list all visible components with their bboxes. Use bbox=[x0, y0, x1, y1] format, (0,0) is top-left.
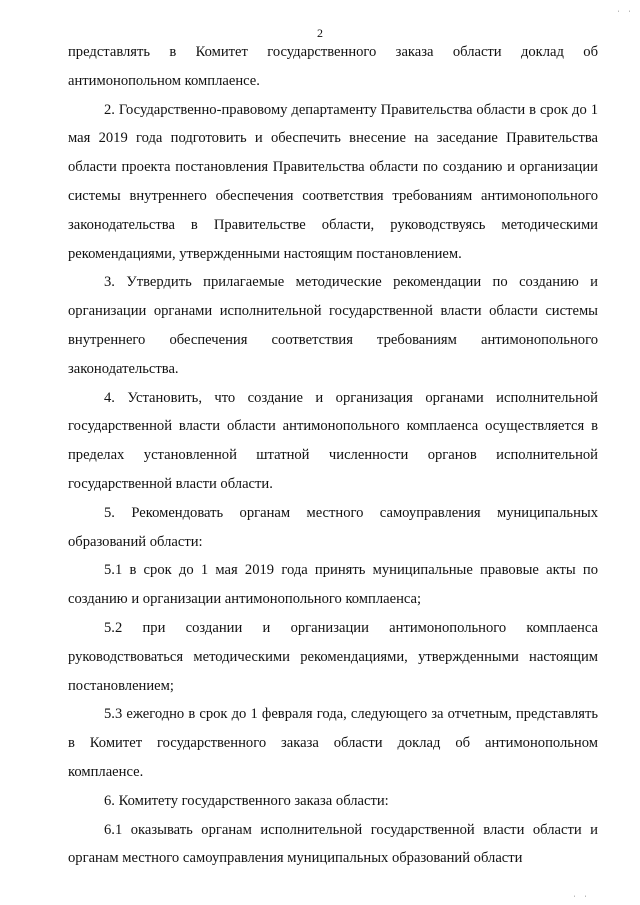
paragraph-2: 2. Государственно-правовому департаменту Правительства области в срок до 1 мая 2019 года подготовить и обеспечить внесение на заседание Правительства области проекта постановления Правительства области по созданию и организации системы внутреннего обеспечения соответствия требованиям антимонопольного законодательства в Правительстве области, руководствуясь методическими рекомендациями, утвержденными настоящим постановлением. bbox=[68, 101, 598, 262]
paragraph-5-1: 5.1 в срок до 1 мая 2019 года принять муниципальные правовые акты по созданию и организации антимонопольного комплаенса; bbox=[68, 562, 598, 608]
paragraph-6-1: 6.1 оказывать органам исполнительной государственной власти области и органам местного самоуправления муниципальных образований области bbox=[68, 821, 598, 867]
scan-mark-top: ˌ ˌ bbox=[616, 2, 634, 12]
scan-mark-bottom: ˌ ˌ bbox=[572, 887, 590, 897]
paragraph-3: 3. Утвердить прилагаемые методические рекомендации по созданию и организации органами исполнительной государственной власти области системы внутреннего обеспечения соответствия требованиям антимонопольного законодательства. bbox=[68, 274, 598, 377]
paragraph-5: 5. Рекомендовать органам местного самоуправления муниципальных образований области: bbox=[68, 504, 598, 550]
page-number: 2 bbox=[317, 26, 323, 40]
paragraph-5-3: 5.3 ежегодно в срок до 1 февраля года, следующего за отчетным, представлять в Комитет государственного заказа области доклад об антимонопольном комплаенсе. bbox=[68, 706, 598, 780]
paragraph-4: 4. Установить, что создание и организация органами исполнительной государственной власти области антимонопольного комплаенса осуществляется в пределах установленной штатной численности органов исполнительной государственной власти области. bbox=[68, 389, 598, 492]
paragraph-1-continuation: представлять в Комитет государственного заказа области доклад об антимонопольном комплаенсе. bbox=[68, 44, 598, 89]
paragraph-6: 6. Комитету государственного заказа области: bbox=[104, 792, 389, 809]
document-body bbox=[68, 38, 598, 873]
paragraph-5-2: 5.2 при создании и организации антимонопольного комплаенса руководствоваться методическими рекомендациями, утвержденными настоящим постановлением; bbox=[68, 619, 598, 694]
